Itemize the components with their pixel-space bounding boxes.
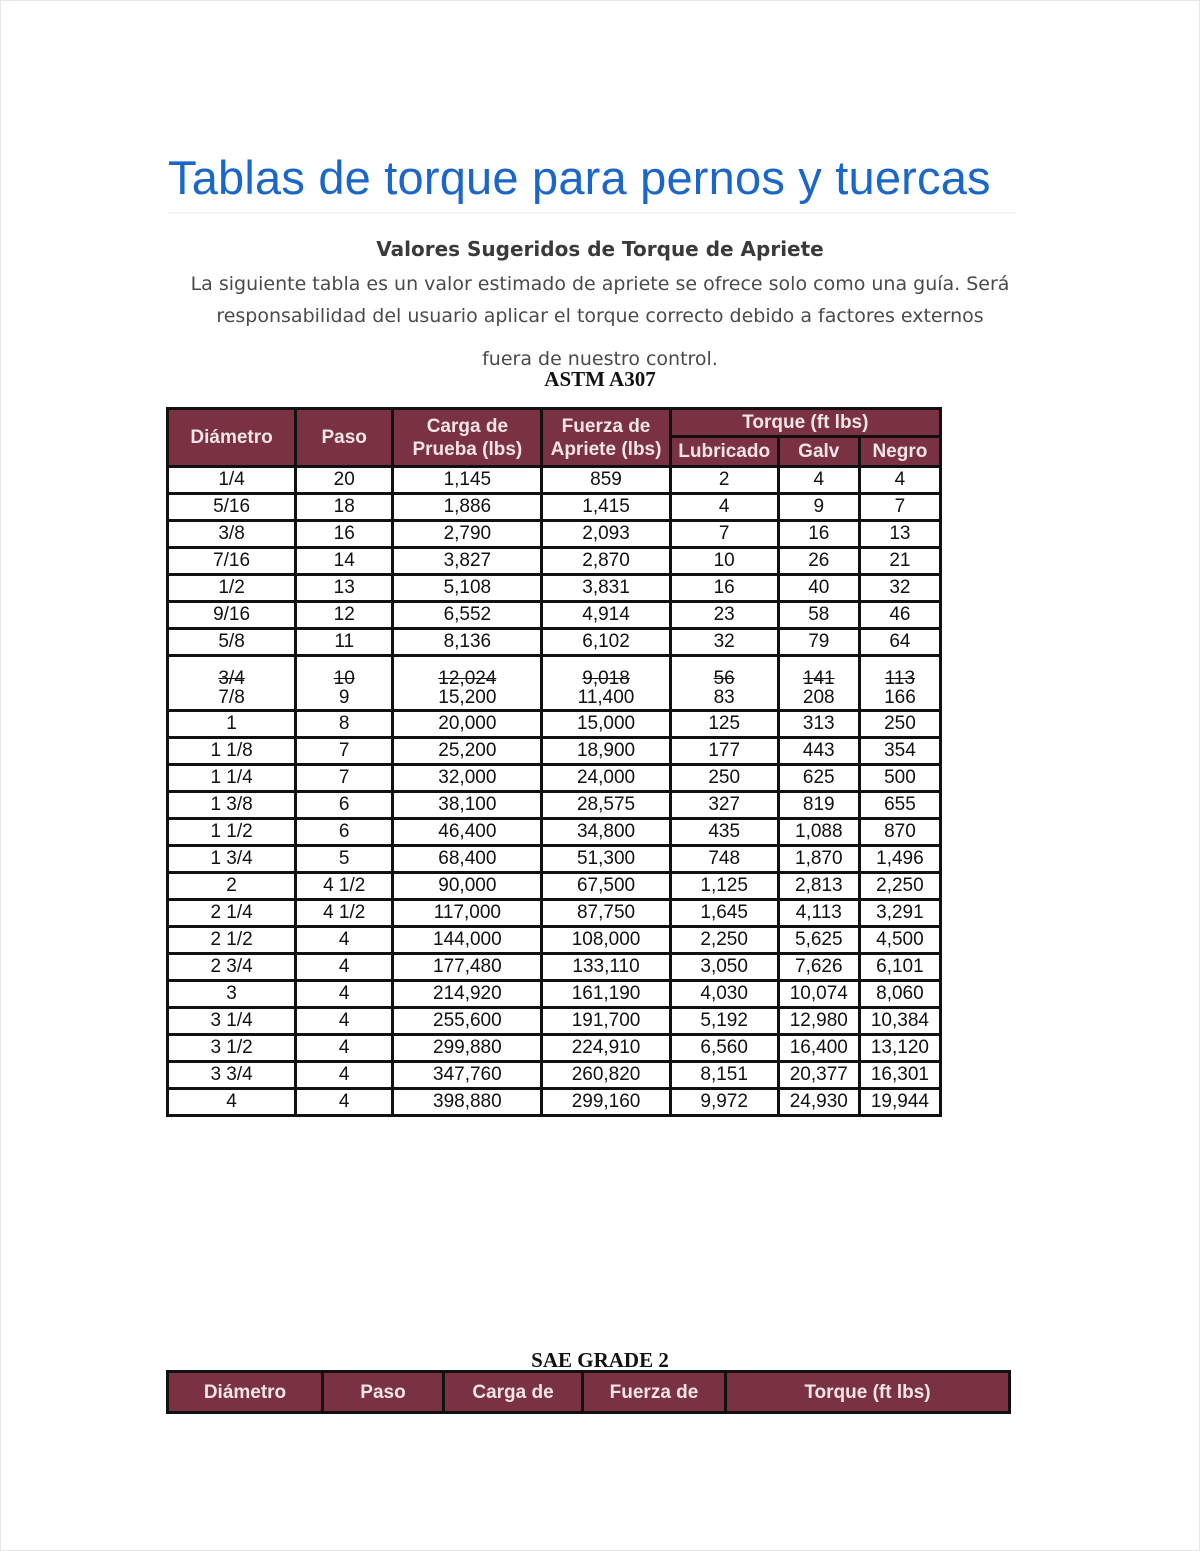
description-tail: fuera de nuestro control. [482, 348, 718, 370]
cell-galv [778, 656, 859, 711]
cell-negro: 3,291 [859, 900, 940, 927]
cell-paso: 6 [296, 792, 393, 819]
cell-value: 11,400 [577, 687, 635, 708]
cell-galv: 1,088 [778, 819, 859, 846]
cell-paso: 4 [296, 1035, 393, 1062]
cell-carga: 90,000 [393, 873, 542, 900]
overlapped-value: 10 [333, 668, 355, 689]
cell-diametro: 3 [168, 981, 296, 1008]
cell-lubricado: 6,560 [670, 1035, 778, 1062]
section-subtitle: Valores Sugeridos de Torque de Apriete [376, 237, 824, 261]
cell-lubricado: 748 [670, 846, 778, 873]
cell-paso: 4 [296, 1008, 393, 1035]
cell-fuerza: 260,820 [542, 1062, 670, 1089]
cell-paso: 18 [296, 494, 393, 521]
cell-fuerza: 4,914 [542, 602, 670, 629]
cell-negro: 16,301 [859, 1062, 940, 1089]
cell-lubricado: 2 [670, 467, 778, 494]
cell-negro: 13,120 [859, 1035, 940, 1062]
cell-value: 7/8 [218, 687, 245, 708]
cell-lubricado: 8,151 [670, 1062, 778, 1089]
cell-galv: 12,980 [778, 1008, 859, 1035]
table-caption-astm-a307: ASTM A307 [544, 367, 656, 391]
description-text: La siguiente tabla es un valor estimado de apriete se ofrece solo como una guía. Será responsabilidad del usuario aplicar el torque correcto debido a factores externos [190, 273, 1010, 327]
table-row [168, 521, 941, 548]
cell-diametro: 3/8 [168, 521, 296, 548]
overlapped-value: 3/4 [218, 668, 245, 689]
cell-fuerza: 108,000 [542, 927, 670, 954]
cell-lubricado: 9,972 [670, 1089, 778, 1116]
table-row [168, 981, 941, 1008]
cell-negro [859, 656, 940, 711]
cell-lubricado: 4 [670, 494, 778, 521]
table-row [168, 1089, 941, 1116]
cell-diametro: 1/4 [168, 467, 296, 494]
cell-carga: 68,400 [393, 846, 542, 873]
cell-diametro: 5/8 [168, 629, 296, 656]
cell-negro: 1,496 [859, 846, 940, 873]
cell-lubricado: 435 [670, 819, 778, 846]
cell-galv: 443 [778, 738, 859, 765]
cell-negro: 7 [859, 494, 940, 521]
cell-fuerza: 18,900 [542, 738, 670, 765]
cell-fuerza [542, 656, 670, 711]
cell-carga: 32,000 [393, 765, 542, 792]
cell-galv: 4 [778, 467, 859, 494]
cell-diametro: 2 1/4 [168, 900, 296, 927]
overlapped-value: 141 [802, 668, 835, 689]
cell-diametro: 3 1/2 [168, 1035, 296, 1062]
cell-paso [296, 656, 393, 711]
cell-diametro: 4 [168, 1089, 296, 1116]
cell-lubricado: 125 [670, 711, 778, 738]
cell-paso: 16 [296, 521, 393, 548]
cell-negro: 10,384 [859, 1008, 940, 1035]
cell-fuerza: 15,000 [542, 711, 670, 738]
table-caption-sae-grade-2: SAE GRADE 2 [531, 1348, 669, 1372]
cell-lubricado: 3,050 [670, 954, 778, 981]
cell-value: 15,200 [438, 687, 497, 708]
cell-fuerza: 6,102 [542, 629, 670, 656]
cell-carga: 20,000 [393, 711, 542, 738]
cell-paso: 8 [296, 711, 393, 738]
table-row [168, 602, 941, 629]
cell-diametro: 3 1/4 [168, 1008, 296, 1035]
cell-negro: 354 [859, 738, 940, 765]
table-row [168, 900, 941, 927]
table-row [168, 1062, 941, 1089]
table-row [168, 575, 941, 602]
cell-fuerza: 24,000 [542, 765, 670, 792]
header-diametro: Diámetro [168, 1372, 323, 1413]
cell-negro: 2,250 [859, 873, 940, 900]
cell-negro: 870 [859, 819, 940, 846]
cell-diametro: 2 3/4 [168, 954, 296, 981]
cell-fuerza: 51,300 [542, 846, 670, 873]
cell-paso: 20 [296, 467, 393, 494]
header-paso: Paso [323, 1372, 444, 1413]
cell-galv: 40 [778, 575, 859, 602]
cell-lubricado [670, 656, 778, 711]
cell-carga: 214,920 [393, 981, 542, 1008]
header-fuerza-de-apriete: Fuerza de Apriete (lbs) [542, 409, 670, 467]
cell-paso: 4 [296, 981, 393, 1008]
cell-lubricado: 2,250 [670, 927, 778, 954]
cell-galv: 9 [778, 494, 859, 521]
cell-negro: 32 [859, 575, 940, 602]
cell-lubricado: 1,125 [670, 873, 778, 900]
cell-negro: 500 [859, 765, 940, 792]
cell-galv: 16 [778, 521, 859, 548]
cell-carga: 38,100 [393, 792, 542, 819]
cell-fuerza: 191,700 [542, 1008, 670, 1035]
overlapped-value: 9,018 [582, 668, 630, 689]
cell-negro: 46 [859, 602, 940, 629]
cell-paso: 11 [296, 629, 393, 656]
cell-negro: 4 [859, 467, 940, 494]
cell-carga: 46,400 [393, 819, 542, 846]
cell-negro: 4,500 [859, 927, 940, 954]
overlapped-value: 12,024 [438, 668, 497, 689]
header-carga-de: Carga de [444, 1372, 583, 1413]
cell-galv: 625 [778, 765, 859, 792]
cell-lubricado: 16 [670, 575, 778, 602]
cell-paso: 12 [296, 602, 393, 629]
cell-paso: 4 [296, 927, 393, 954]
cell-carga: 5,108 [393, 575, 542, 602]
torque-table-astm-a307 [166, 407, 942, 1117]
cell-paso: 7 [296, 738, 393, 765]
cell-galv: 1,870 [778, 846, 859, 873]
cell-carga: 25,200 [393, 738, 542, 765]
cell-negro: 19,944 [859, 1089, 940, 1116]
cell-fuerza: 67,500 [542, 873, 670, 900]
cell-paso: 4 [296, 954, 393, 981]
cell-carga: 3,827 [393, 548, 542, 575]
cell-carga: 2,790 [393, 521, 542, 548]
header-torque: Torque (ft lbs) [670, 409, 940, 437]
table-row [168, 548, 941, 575]
cell-diametro: 2 [168, 873, 296, 900]
cell-value: 9 [338, 687, 350, 708]
cell-negro: 64 [859, 629, 940, 656]
title-divider [168, 212, 1016, 214]
cell-paso: 4 1/2 [296, 900, 393, 927]
cell-lubricado: 23 [670, 602, 778, 629]
cell-negro: 6,101 [859, 954, 940, 981]
table-row-overlap [168, 656, 941, 711]
cell-carga: 117,000 [393, 900, 542, 927]
cell-value: 208 [802, 687, 835, 708]
cell-paso: 14 [296, 548, 393, 575]
table-row [168, 954, 941, 981]
cell-fuerza: 34,800 [542, 819, 670, 846]
cell-carga: 299,880 [393, 1035, 542, 1062]
cell-fuerza: 87,750 [542, 900, 670, 927]
cell-paso: 4 1/2 [296, 873, 393, 900]
cell-lubricado: 7 [670, 521, 778, 548]
cell-fuerza: 859 [542, 467, 670, 494]
cell-paso: 6 [296, 819, 393, 846]
table-row [168, 927, 941, 954]
cell-fuerza: 3,831 [542, 575, 670, 602]
cell-lubricado: 177 [670, 738, 778, 765]
cell-negro: 13 [859, 521, 940, 548]
torque-table-sae-grade-2 [166, 1370, 1011, 1414]
cell-galv: 4,113 [778, 900, 859, 927]
cell-carga [393, 656, 542, 711]
cell-lubricado: 4,030 [670, 981, 778, 1008]
cell-carga: 177,480 [393, 954, 542, 981]
cell-galv: 20,377 [778, 1062, 859, 1089]
cell-diametro: 1 1/2 [168, 819, 296, 846]
cell-galv: 26 [778, 548, 859, 575]
cell-value: 83 [713, 687, 735, 708]
cell-fuerza: 224,910 [542, 1035, 670, 1062]
cell-galv: 2,813 [778, 873, 859, 900]
cell-lubricado: 1,645 [670, 900, 778, 927]
cell-fuerza: 2,093 [542, 521, 670, 548]
cell-diametro: 3 3/4 [168, 1062, 296, 1089]
header-paso: Paso [296, 409, 393, 467]
header-lubricado: Lubricado [670, 437, 778, 467]
header-carga-de-prueba: Carga de Prueba (lbs) [393, 409, 542, 467]
cell-fuerza: 133,110 [542, 954, 670, 981]
cell-fuerza: 161,190 [542, 981, 670, 1008]
cell-carga: 347,760 [393, 1062, 542, 1089]
cell-lubricado: 5,192 [670, 1008, 778, 1035]
cell-galv: 7,626 [778, 954, 859, 981]
header-galv: Galv [778, 437, 859, 467]
table-row [168, 467, 941, 494]
table-row [168, 765, 941, 792]
cell-fuerza: 299,160 [542, 1089, 670, 1116]
cell-paso: 4 [296, 1062, 393, 1089]
overlapped-value: 56 [713, 668, 735, 689]
cell-galv: 24,930 [778, 1089, 859, 1116]
header-negro: Negro [859, 437, 940, 467]
cell-carga: 6,552 [393, 602, 542, 629]
cell-galv: 58 [778, 602, 859, 629]
cell-fuerza: 2,870 [542, 548, 670, 575]
cell-lubricado: 32 [670, 629, 778, 656]
cell-lubricado: 250 [670, 765, 778, 792]
cell-galv: 5,625 [778, 927, 859, 954]
cell-paso: 5 [296, 846, 393, 873]
cell-lubricado: 10 [670, 548, 778, 575]
cell-galv: 79 [778, 629, 859, 656]
cell-diametro: 5/16 [168, 494, 296, 521]
cell-diametro: 1 [168, 711, 296, 738]
cell-diametro [168, 656, 296, 711]
cell-lubricado: 327 [670, 792, 778, 819]
cell-carga: 144,000 [393, 927, 542, 954]
cell-diametro: 7/16 [168, 548, 296, 575]
cell-fuerza: 28,575 [542, 792, 670, 819]
cell-diametro: 2 1/2 [168, 927, 296, 954]
header-diametro: Diámetro [168, 409, 296, 467]
cell-paso: 4 [296, 1089, 393, 1116]
cell-diametro: 9/16 [168, 602, 296, 629]
cell-negro: 655 [859, 792, 940, 819]
cell-carga: 1,886 [393, 494, 542, 521]
cell-diametro: 1 1/4 [168, 765, 296, 792]
cell-galv: 313 [778, 711, 859, 738]
table-row [168, 1035, 941, 1062]
cell-galv: 819 [778, 792, 859, 819]
cell-negro: 21 [859, 548, 940, 575]
cell-paso: 13 [296, 575, 393, 602]
table-row [168, 873, 941, 900]
header-fuerza-de: Fuerza de [583, 1372, 726, 1413]
header-torque: Torque (ft lbs) [726, 1372, 1010, 1413]
cell-fuerza: 1,415 [542, 494, 670, 521]
table-row [168, 494, 941, 521]
cell-galv: 16,400 [778, 1035, 859, 1062]
cell-carga: 398,880 [393, 1089, 542, 1116]
table-row [168, 819, 941, 846]
page-title: Tablas de torque para pernos y tuercas [168, 151, 991, 204]
cell-value: 166 [884, 687, 916, 708]
table-row [168, 1008, 941, 1035]
table-row [168, 711, 941, 738]
table-row [168, 846, 941, 873]
cell-carga: 8,136 [393, 629, 542, 656]
overlapped-value: 113 [884, 668, 916, 689]
cell-diametro: 1/2 [168, 575, 296, 602]
table-row [168, 738, 941, 765]
cell-paso: 7 [296, 765, 393, 792]
cell-diametro: 1 3/4 [168, 846, 296, 873]
cell-negro: 250 [859, 711, 940, 738]
cell-carga: 1,145 [393, 467, 542, 494]
table-row [168, 629, 941, 656]
table-row [168, 792, 941, 819]
cell-galv: 10,074 [778, 981, 859, 1008]
cell-diametro: 1 1/8 [168, 738, 296, 765]
cell-carga: 255,600 [393, 1008, 542, 1035]
cell-negro: 8,060 [859, 981, 940, 1008]
cell-diametro: 1 3/8 [168, 792, 296, 819]
